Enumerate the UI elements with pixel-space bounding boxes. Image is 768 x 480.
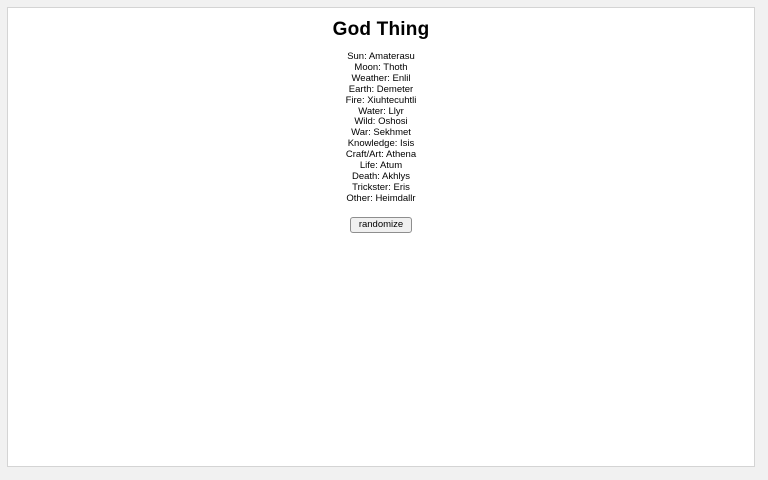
god-assignment: Death: Akhlys — [351, 170, 411, 182]
god-assignment: Weather: Enlil — [351, 72, 411, 84]
button-row — [8, 214, 754, 233]
god-assignment: Earth: Demeter — [348, 83, 414, 95]
god-assignment: Moon: Thoth — [354, 61, 408, 73]
god-assignment: Craft/Art: Athena — [345, 149, 417, 161]
god-assignment: Trickster: Eris — [352, 181, 410, 193]
god-assignment: War: Sekhmet — [351, 127, 411, 139]
god-assignment: Life: Atum — [359, 160, 403, 172]
god-list — [8, 52, 754, 205]
god-assignment: Sun: Amaterasu — [347, 51, 415, 62]
content-card — [7, 7, 755, 467]
god-assignment: Wild: Oshosi — [354, 116, 408, 128]
page-title: God Thing — [332, 19, 430, 40]
god-assignment: Other: Heimdallr — [346, 192, 416, 204]
god-assignment: Fire: Xiuhtecuhtli — [345, 94, 417, 106]
randomize-button[interactable]: randomize — [350, 217, 412, 233]
god-assignment: Knowledge: Isis — [347, 138, 415, 150]
god-assignment: Water: Llyr — [358, 105, 404, 117]
